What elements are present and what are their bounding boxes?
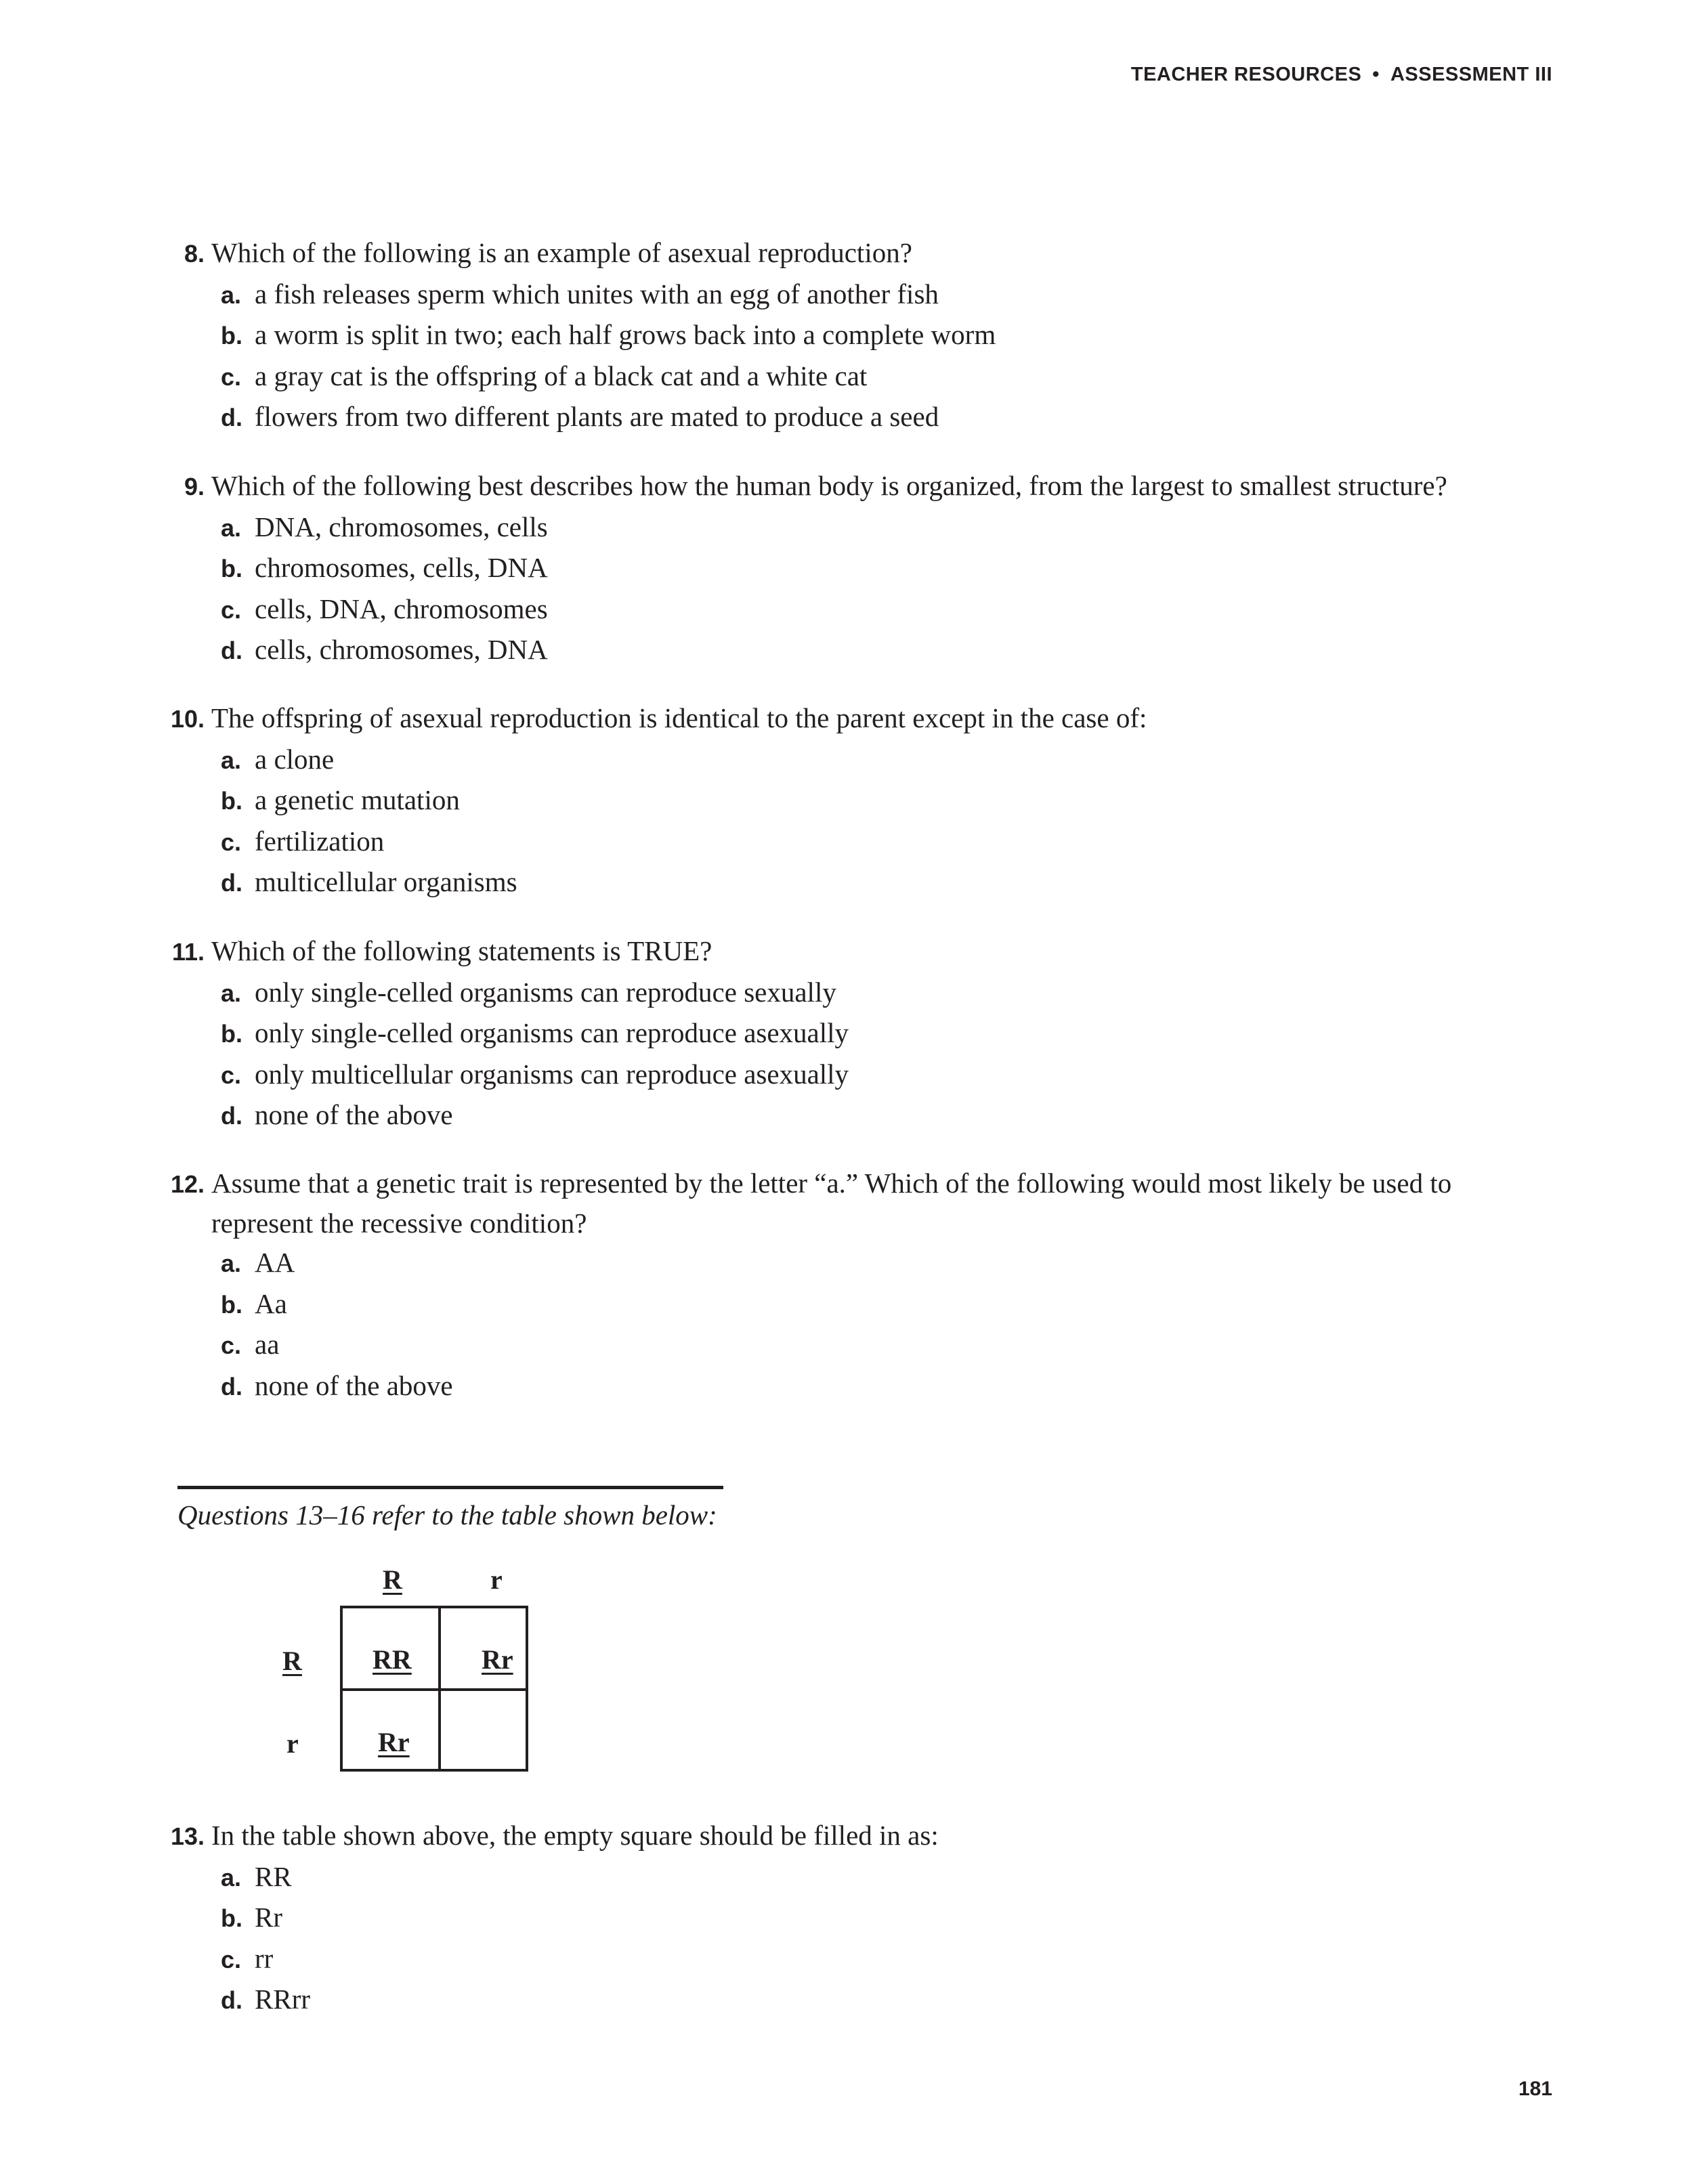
question-13 [157, 1816, 1546, 2021]
answer-option [157, 274, 1546, 316]
question-number: 12. [170, 1170, 205, 1198]
option-letter: c. [221, 595, 242, 624]
option-letter: b. [221, 1290, 242, 1319]
option-letter: c. [221, 1061, 242, 1089]
answer-option [157, 780, 1546, 821]
punnett-top-label: r [490, 1564, 503, 1595]
punnett-side-label: R [282, 1646, 302, 1676]
answer-option [157, 1325, 1546, 1366]
option-letter: b. [221, 787, 242, 815]
option-text: DNA, chromosomes, cells [255, 511, 548, 542]
question-number: 11. [171, 938, 205, 966]
punnett-cell: Rr [482, 1644, 513, 1675]
option-letter: c. [221, 828, 242, 856]
punnett-cell: Rr [378, 1727, 410, 1757]
question-text: Which of the following statements is TRUE? [211, 935, 712, 966]
answer-option [157, 1284, 1546, 1325]
section-divider [177, 1486, 723, 1489]
table-intro: Questions 13–16 refer to the table shown below: [177, 1499, 717, 1530]
question-number: 10. [170, 705, 205, 733]
option-text: fertilization [255, 825, 385, 857]
running-head [1131, 64, 1552, 86]
running-head-section: TEACHER RESOURCES [1130, 64, 1362, 85]
option-text: cells, chromosomes, DNA [255, 634, 548, 665]
option-text: aa [255, 1329, 280, 1360]
option-letter: b. [221, 1904, 242, 1932]
answer-option [157, 1095, 1546, 1136]
punnett-cell: RR [373, 1644, 412, 1675]
question-11 [157, 931, 1546, 1136]
option-letter: a. [221, 513, 242, 542]
answer-option [157, 1898, 1546, 1939]
question-number: 9. [184, 473, 205, 500]
answer-option [157, 589, 1546, 630]
punnett-side-label: r [286, 1728, 299, 1759]
page-number: 181 [1518, 2078, 1552, 2100]
option-text: RRrr [255, 1984, 310, 2015]
question-12 [157, 1163, 1546, 1407]
option-letter: b. [221, 555, 242, 582]
option-text: only multicellular organisms can reproduce asexually [255, 1058, 849, 1090]
answer-option [157, 397, 1546, 438]
question-text: Assume that a genetic trait is represented by the letter “a.” Which of the following would most likely be used to represent the recessive condition? [211, 1168, 1452, 1239]
question-9 [157, 466, 1546, 671]
answer-option [157, 630, 1546, 671]
option-text: Rr [255, 1902, 282, 1933]
running-head-title: ASSESSMENT III [1390, 64, 1552, 85]
option-letter: b. [221, 1020, 242, 1048]
option-letter: a. [221, 746, 242, 774]
answer-option [157, 1366, 1546, 1407]
option-text: a gray cat is the offspring of a black cat and a white cat [255, 360, 868, 391]
answer-option [157, 356, 1546, 398]
question-text: Which of the following best describes how the human body is organized, from the largest to smallest structure? [211, 470, 1447, 501]
option-text: none of the above [255, 1369, 453, 1401]
option-letter: d. [221, 869, 242, 897]
option-letter: d. [221, 1102, 242, 1130]
option-letter: c. [221, 1945, 242, 1973]
question-text: In the table shown above, the empty square should be filled in as: [211, 1820, 939, 1851]
option-letter: d. [221, 1372, 242, 1400]
option-letter: d. [221, 404, 242, 431]
option-letter: d. [221, 637, 242, 664]
answer-option [157, 740, 1546, 781]
option-text: chromosomes, cells, DNA [255, 552, 548, 583]
option-text: RR [255, 1860, 292, 1892]
option-letter: a. [221, 1249, 242, 1277]
answer-option [157, 1857, 1546, 1898]
answer-option [157, 1013, 1546, 1054]
option-letter: b. [221, 322, 242, 349]
question-number: 13. [170, 1822, 205, 1850]
question-8 [157, 233, 1546, 438]
answer-option [157, 548, 1546, 589]
option-text: multicellular organisms [255, 866, 517, 897]
option-text: only single-celled organisms can reproduce sexually [255, 976, 836, 1008]
option-text: a genetic mutation [255, 784, 460, 815]
answer-option [157, 1054, 1546, 1096]
option-text: only single-celled organisms can reproduce asexually [255, 1017, 849, 1048]
answer-option [157, 1979, 1546, 2021]
answer-option [157, 862, 1546, 903]
answer-option [157, 821, 1546, 863]
grid-line [343, 1688, 526, 1691]
option-text: a worm is split in two; each half grows back into a complete worm [255, 319, 996, 350]
option-text: AA [255, 1247, 295, 1278]
question-10 [157, 698, 1546, 903]
option-letter: d. [221, 1986, 242, 2014]
option-text: none of the above [255, 1099, 453, 1130]
option-letter: a. [221, 1863, 242, 1891]
option-text: a clone [255, 743, 335, 775]
option-text: cells, DNA, chromosomes [255, 593, 548, 624]
answer-option [157, 972, 1546, 1014]
answer-option [157, 507, 1546, 549]
answer-option [157, 315, 1546, 356]
option-text: flowers from two different plants are mated to produce a seed [255, 401, 939, 432]
option-letter: a. [221, 280, 242, 309]
option-text: rr [255, 1942, 274, 1974]
option-letter: c. [221, 1331, 242, 1359]
question-number: 8. [184, 240, 205, 267]
punnett-top-label: R [383, 1564, 402, 1595]
answer-option [157, 1939, 1546, 1980]
option-letter: a. [221, 979, 242, 1007]
running-head-separator: • [1372, 64, 1380, 85]
punnett-grid [340, 1606, 528, 1772]
option-letter: c. [221, 362, 242, 391]
option-text: a fish releases sperm which unites with an egg of another fish [255, 278, 939, 309]
question-text: The offspring of asexual reproduction is identical to the parent except in the case of: [211, 702, 1147, 733]
option-text: Aa [255, 1287, 287, 1319]
question-text: Which of the following is an example of asexual reproduction? [211, 237, 912, 268]
answer-option [157, 1243, 1546, 1284]
